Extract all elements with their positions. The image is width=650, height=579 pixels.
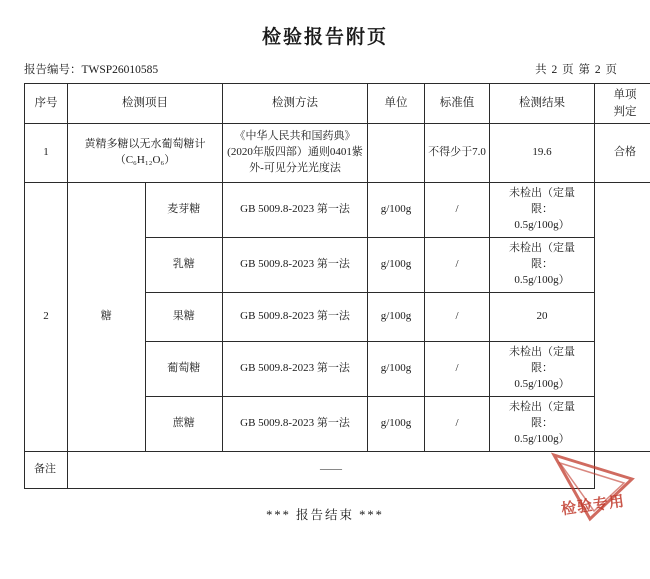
row1-method-line3: 外-可见分光光度法	[225, 161, 365, 177]
subrow-unit: g/100g	[368, 292, 425, 341]
results-table	[24, 83, 650, 489]
header-standard: 标准值	[425, 84, 490, 124]
subrow-result	[490, 238, 595, 293]
subrow-item: 葡萄糖	[145, 341, 223, 396]
table-row	[25, 124, 650, 183]
subrow-result-line3: 0.5g/100g）	[492, 377, 592, 393]
subrow-result: 20	[490, 292, 595, 341]
page-info: 共 2 页 第 2 页	[535, 61, 618, 77]
row1-method	[223, 124, 368, 183]
report-number	[24, 61, 158, 77]
subrow-result-line3: 0.5g/100g）	[492, 218, 592, 234]
subrow-method: GB 5009.8-2023 第一法	[223, 238, 368, 293]
header-unit: 单位	[368, 84, 425, 124]
report-meta	[24, 61, 626, 77]
group-judge	[595, 183, 650, 451]
subrow-unit: g/100g	[368, 238, 425, 293]
subrow-result-line3: 0.5g/100g）	[492, 273, 592, 289]
table-body	[25, 124, 650, 488]
subrow-standard: /	[425, 341, 490, 396]
report-number-label: 报告编号：	[24, 64, 82, 76]
table-header-row	[25, 84, 650, 124]
subrow-item: 蔗糖	[145, 396, 223, 451]
group-label: 糖	[68, 183, 146, 451]
row1-seq: 1	[25, 124, 68, 183]
subrow-result-line2: 限：	[492, 257, 592, 273]
table-row	[25, 183, 650, 238]
header-result: 检测结果	[490, 84, 595, 124]
subrow-standard: /	[425, 396, 490, 451]
report-number-value: TWSP26010585	[82, 64, 159, 76]
subrow-unit: g/100g	[368, 396, 425, 451]
header-judge-line1: 单项	[597, 87, 650, 104]
subrow-method: GB 5009.8-2023 第一法	[223, 396, 368, 451]
group-seq: 2	[25, 183, 68, 451]
subrow-item: 麦芽糖	[145, 183, 223, 238]
subrow-result-line2: 限：	[492, 361, 592, 377]
subrow-item: 乳糖	[145, 238, 223, 293]
subrow-result-line1: 未检出（定量	[492, 400, 592, 416]
header-method: 检测方法	[223, 84, 368, 124]
table-header	[25, 84, 650, 124]
subrow-method: GB 5009.8-2023 第一法	[223, 341, 368, 396]
header-item: 检测项目	[68, 84, 223, 124]
subrow-result-line1: 未检出（定量	[492, 186, 592, 202]
row1-unit	[368, 124, 425, 183]
subrow-result	[490, 396, 595, 451]
row1-standard: 不得少于7.0	[425, 124, 490, 183]
note-value: ——	[68, 451, 595, 488]
subrow-result	[490, 183, 595, 238]
row1-method-line2: (2020年版四部）通则0401紫	[225, 145, 365, 161]
row1-judge: 合格	[595, 124, 650, 183]
subrow-standard: /	[425, 292, 490, 341]
row1-item: 黄精多糖以无水葡萄糖计（C₆H₁₂O₆）	[68, 124, 223, 183]
note-label: 备注	[25, 451, 68, 488]
subrow-result	[490, 341, 595, 396]
subrow-unit: g/100g	[368, 183, 425, 238]
header-judge	[595, 84, 650, 124]
header-seq: 序号	[25, 84, 68, 124]
subrow-method: GB 5009.8-2023 第一法	[223, 292, 368, 341]
note-row	[25, 451, 650, 488]
page-title: 检验报告附页	[0, 22, 650, 49]
subrow-method: GB 5009.8-2023 第一法	[223, 183, 368, 238]
row1-method-line1: 《中华人民共和国药典》	[225, 129, 365, 145]
subrow-result-line1: 未检出（定量	[492, 241, 592, 257]
subrow-result-line2: 限：	[492, 416, 592, 432]
subrow-standard: /	[425, 238, 490, 293]
report-page	[0, 22, 650, 579]
report-end-mark: *** 报告结束 ***	[0, 505, 650, 523]
subrow-item: 果糖	[145, 292, 223, 341]
subrow-result-line3: 0.5g/100g）	[492, 432, 592, 448]
subrow-standard: /	[425, 183, 490, 238]
subrow-result-line1: 未检出（定量	[492, 345, 592, 361]
row1-result: 19.6	[490, 124, 595, 183]
subrow-unit: g/100g	[368, 341, 425, 396]
subrow-result-line2: 限：	[492, 202, 592, 218]
stamp-text: 检验专用	[549, 488, 637, 521]
header-judge-line2: 判定	[597, 104, 650, 121]
